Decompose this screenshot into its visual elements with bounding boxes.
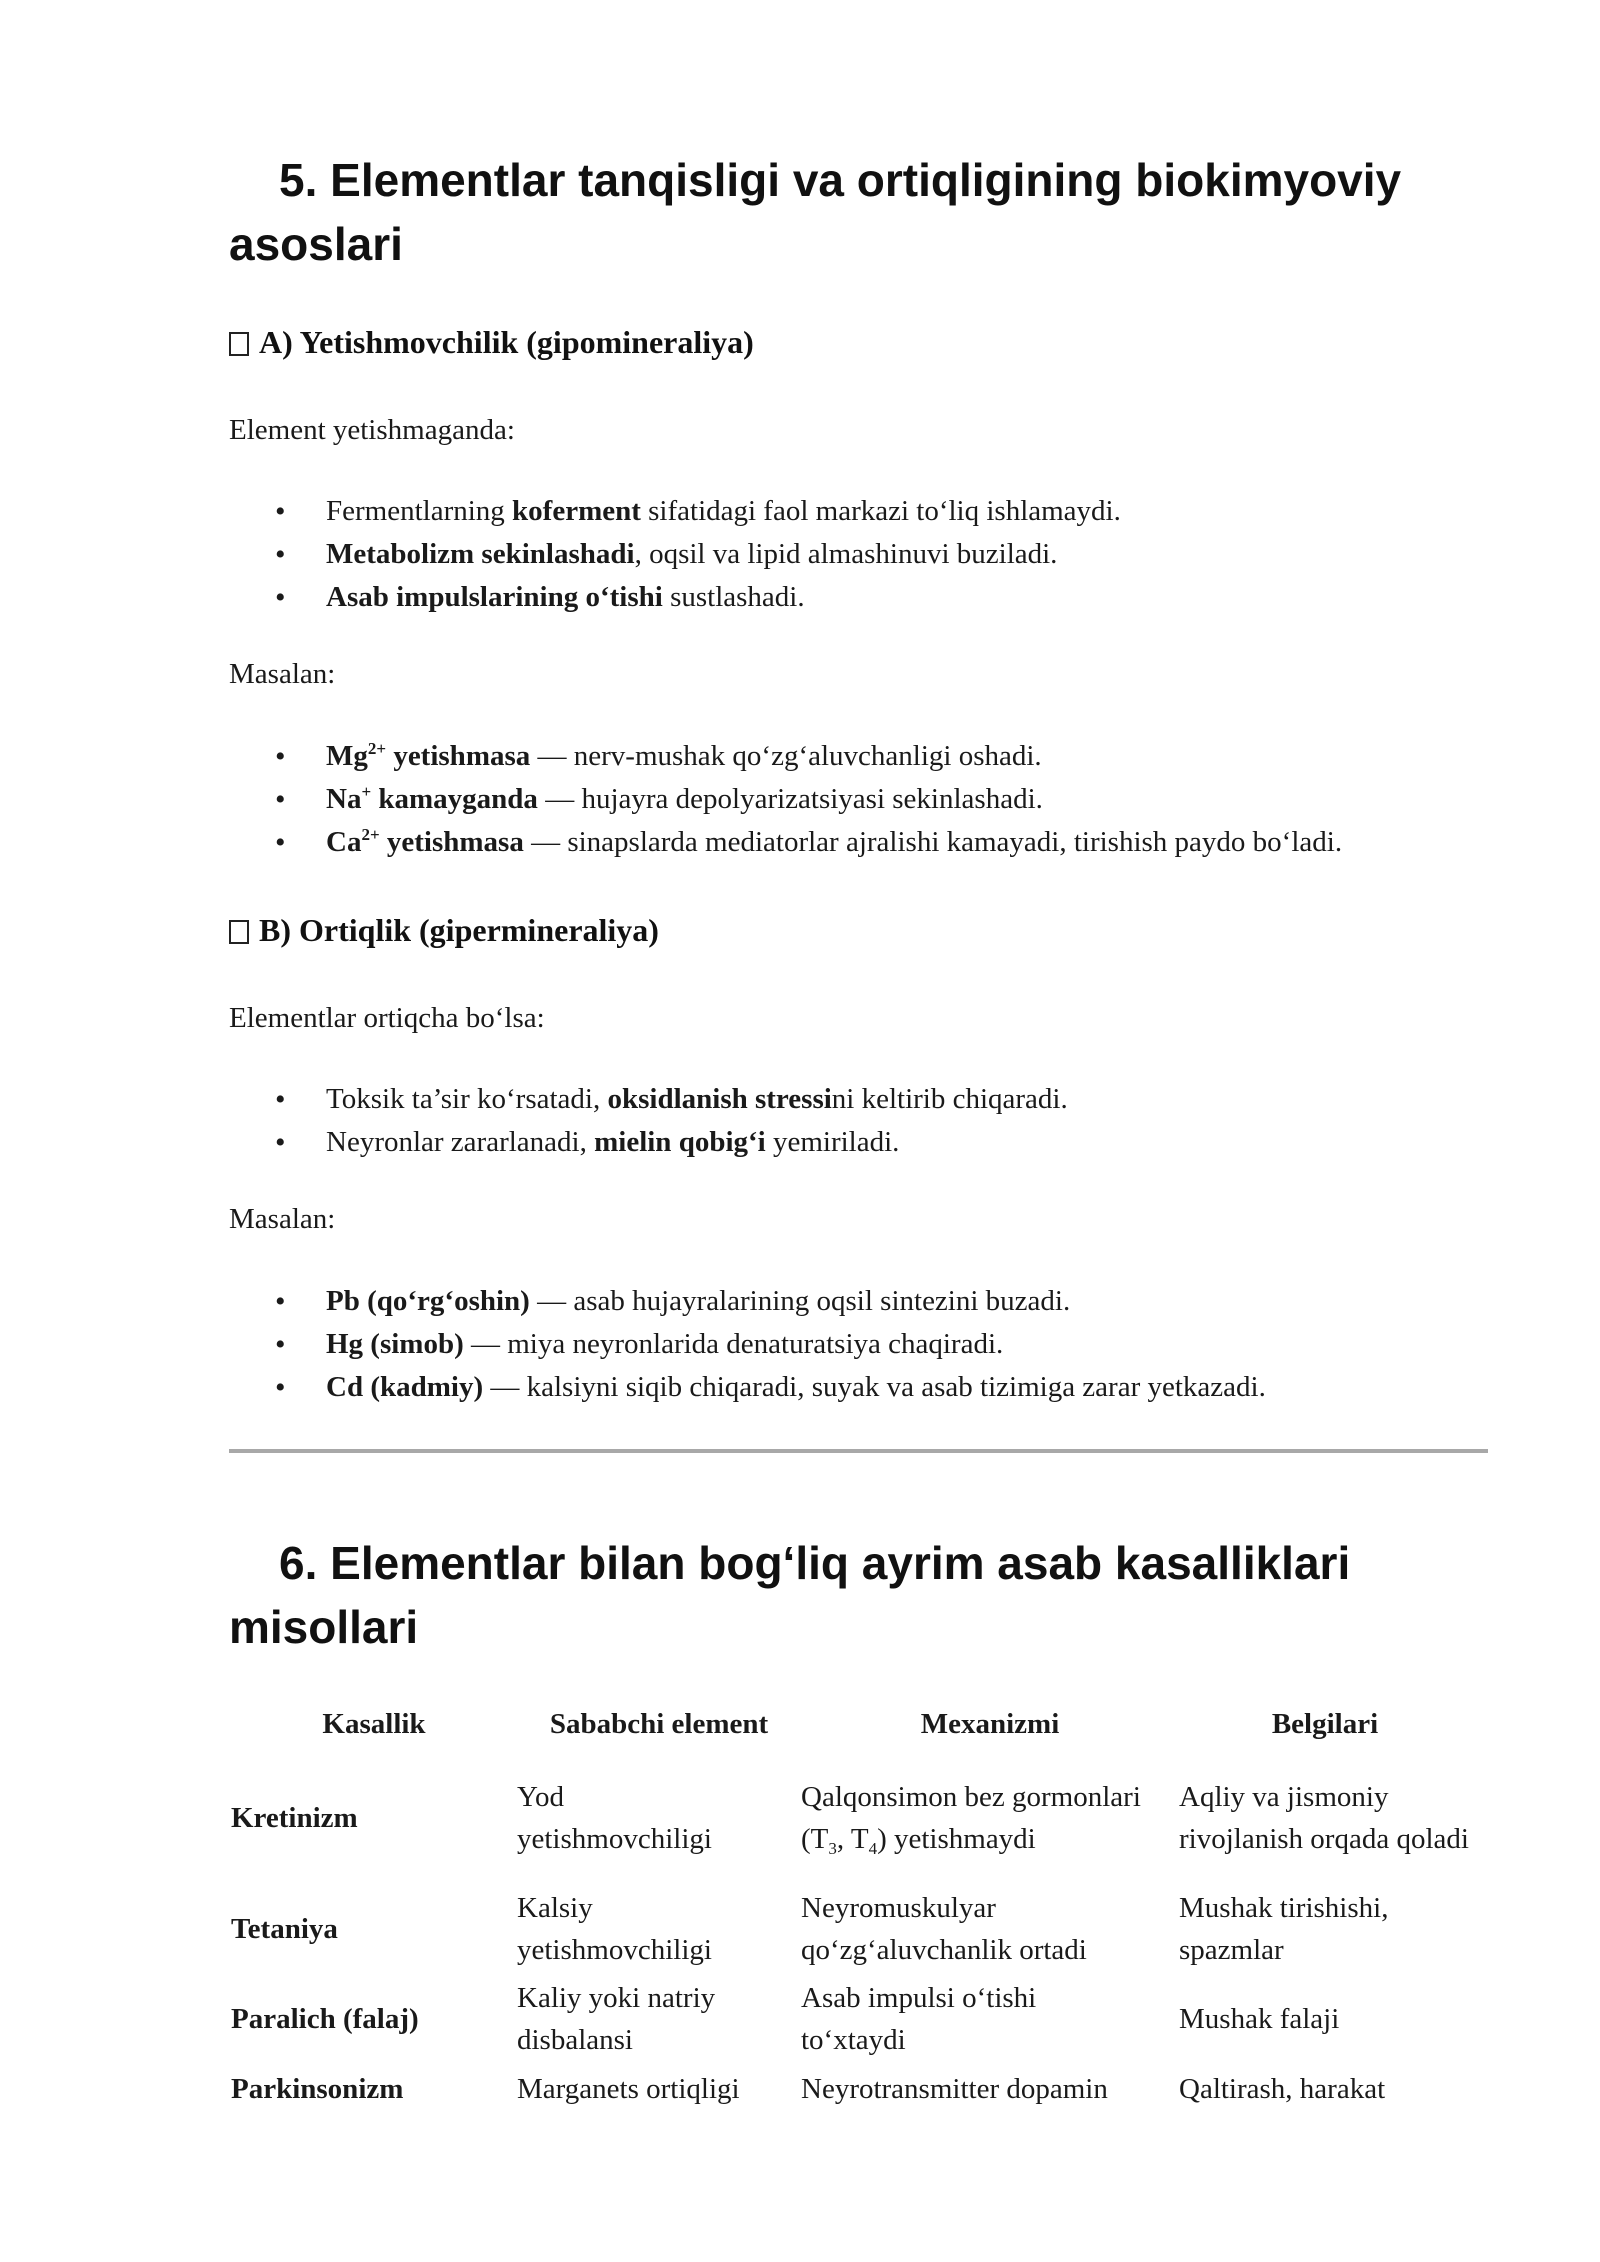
list-item: • Hg (simob) — miya neyronlarida denaturatsiya chaqiradi. — [229, 1323, 1489, 1366]
subsection-a-intro: Element yetishmaganda: — [229, 414, 515, 446]
signs-cell: Mushak falaji — [1179, 2003, 1340, 2035]
column-header: Sababchi element — [549, 1708, 769, 1740]
table-row — [231, 1974, 1471, 2064]
section-5-title: 5. Elementlar tanqisligi va ortiqligining biokimyoviy asoslari — [229, 154, 1402, 270]
mechanism-cell: Asab impulsi o‘tishi to‘xtaydi — [801, 1982, 1037, 2056]
deficiency-effects-list — [229, 490, 1489, 619]
example-label-a: Masalan: — [229, 658, 336, 690]
disease-name: Kretinizm — [231, 1802, 358, 1834]
cause-cell: Yod yetishmovchiligi — [517, 1781, 712, 1855]
list-item: • Toksik ta’sir ko‘rsatadi, oksidlanish stressini keltirib chiqaradi. — [229, 1078, 1489, 1121]
missing-glyph-icon — [229, 920, 249, 944]
example-label-b: Masalan: — [229, 1203, 336, 1235]
list-item: • Asab impulslarining o‘tishi sustlashadi. — [229, 576, 1489, 619]
excess-effects-list — [229, 1078, 1489, 1164]
section-divider — [229, 1449, 1488, 1453]
list-item: • $Ca^{2+}$ yetishmasa — sinapslarda mediatorlar ajralishi kamayadi, tirishish paydo bo‘ladi. — [229, 821, 1529, 864]
list-item: • Pb (qo‘rg‘oshin) — asab hujayralarining oqsil sintezini buzadi. — [229, 1280, 1489, 1323]
list-item: • Neyronlar zararlanadi, mielin qobig‘i yemiriladi. — [229, 1121, 1489, 1164]
table-row — [231, 1884, 1471, 1974]
subsection-b-title: B) Ortiqlik (gipermineraliya) — [259, 912, 659, 948]
mechanism-cell: Qalqonsimon bez gormonlari ($T_3$, $T_4$) yetishmaydi — [801, 1781, 1141, 1858]
disease-name: Parkinsonizm — [231, 2073, 404, 2105]
disease-name: Paralich (falaj) — [231, 2003, 419, 2035]
list-item: • Metabolizm sekinlashadi, oqsil va lipid almashinuvi buziladi. — [229, 533, 1489, 576]
subsection-b-heading — [229, 910, 659, 950]
list-item: • $Mg^{2+}$ yetishmasa — nerv-mushak qo‘zg‘aluvchanligi oshadi. — [229, 735, 1529, 778]
section-6-title: 6. Elementlar bilan bog‘liq ayrim asab kasalliklari misollari — [229, 1537, 1351, 1653]
mechanism-cell: Neyrotransmitter dopamin — [801, 2073, 1108, 2105]
signs-cell: Qaltirash, harakat — [1179, 2073, 1386, 2105]
signs-cell: Mushak tirishishi, spazmlar — [1179, 1892, 1389, 1966]
column-header: Kasallik — [322, 1708, 426, 1740]
subsection-b-intro: Elementlar ortiqcha bo‘lsa: — [229, 1002, 545, 1034]
table-row — [231, 1752, 1471, 1884]
subsection-a-title: A) Yetishmovchilik (gipomineraliya) — [259, 324, 754, 360]
column-header: Mexanizmi — [920, 1708, 1060, 1740]
list-item: • Fermentlarning koferment sifatidagi faol markazi to‘liq ishlamaydi. — [229, 490, 1489, 533]
signs-cell: Aqliy va jismoniy rivojlanish orqada qoladi — [1179, 1781, 1469, 1855]
cause-cell: Marganets ortiqligi — [517, 2073, 740, 2105]
disease-name: Tetaniya — [231, 1913, 338, 1945]
excess-examples-list — [229, 1280, 1489, 1409]
list-item: • Na+ kamayganda — hujayra depolyarizatsiyasi sekinlashadi. — [229, 778, 1529, 821]
table-row — [231, 2064, 1471, 2114]
column-header: Belgilari — [1271, 1708, 1379, 1740]
mechanism-cell: Neyromuskulyar qo‘zg‘aluvchanlik ortadi — [801, 1892, 1087, 1966]
table-header-row — [231, 1697, 1471, 1752]
diseases-table — [231, 1697, 1471, 2114]
cause-cell: Kaliy yoki natriy disbalansi — [517, 1982, 716, 2056]
deficiency-examples-list — [229, 735, 1529, 864]
missing-glyph-icon — [229, 332, 249, 356]
subsection-a-heading — [229, 322, 754, 362]
cause-cell: Kalsiy yetishmovchiligi — [517, 1892, 712, 1966]
list-item: • Cd (kadmiy) — kalsiyni siqib chiqaradi, suyak va asab tizimiga zarar yetkazadi. — [229, 1366, 1489, 1409]
